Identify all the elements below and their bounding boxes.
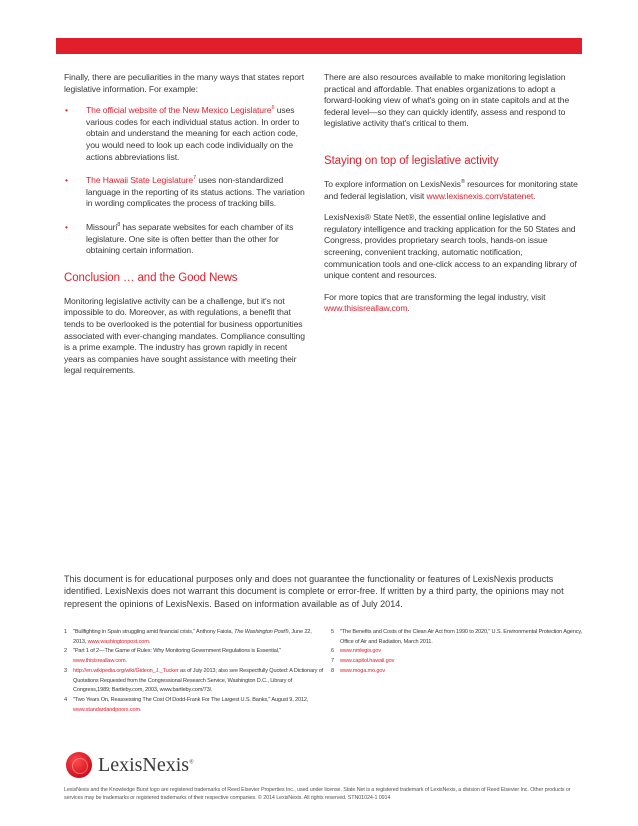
footnote-text: "The Benefits and Costs of the Clean Air Act from 1990 to 2020," U.S. Environmental Protection Agency, Office of Air and Radiation, March 2011. bbox=[340, 629, 582, 645]
footnote-text: "Bullfighting in Spain struggling amid financial crisis," Anthony Faiola, bbox=[73, 629, 235, 635]
list-item bbox=[64, 222, 308, 257]
footnote-link[interactable]: www.capitol.hawaii.gov bbox=[340, 658, 395, 665]
bullet-icon: • bbox=[65, 175, 68, 186]
footnote-text: . bbox=[139, 706, 142, 713]
footnote bbox=[64, 628, 326, 647]
footnotes-left bbox=[64, 628, 326, 715]
footnote-link[interactable]: www.washingtonpost.com bbox=[87, 638, 149, 645]
list-item bbox=[64, 105, 308, 163]
footnote-ref: 6 bbox=[271, 105, 275, 112]
intro-paragraph: Finally, there are peculiarities in the many ways that states report legislative information. For example: bbox=[64, 72, 304, 94]
footnote bbox=[64, 647, 326, 666]
footnote bbox=[331, 657, 583, 667]
header-red-bar bbox=[56, 38, 582, 54]
knowledge-burst-icon bbox=[66, 752, 92, 778]
footnote-number: 4 bbox=[64, 696, 67, 703]
footnote-text: "Two Years On, Reassessing The Cost Of Dodd-Frank For The Largest U.S. Banks," August 9, 2012, bbox=[73, 696, 309, 703]
footnote bbox=[64, 696, 326, 715]
footnote bbox=[331, 628, 583, 647]
period: . bbox=[407, 303, 410, 314]
footnote-text: "Part 1 of 2—The Game of Rules: Why Monitoring Government Regulations is Essential," bbox=[73, 648, 282, 655]
state-net-paragraph: LexisNexis® State Net®, the essential online legislative and regulatory intelligence and tracking application for the 50 States and Congress, provides proprietary search tools, hands-on issue screening, convenient tracking, automatic notification, communication tools and one-click access to an expanding library of unique content and resources. bbox=[324, 212, 577, 281]
footnote bbox=[331, 647, 583, 657]
footnote bbox=[64, 667, 326, 696]
footnote-ref: 8 bbox=[117, 222, 121, 229]
footnote-number: 1 bbox=[64, 629, 67, 635]
list-item-text: uses various codes for each individual status action. In order to obtain and understand the meaning for each action code, you would need to look up each code individually on the actions abbreviations list. bbox=[86, 105, 300, 162]
footnotes-right bbox=[331, 628, 583, 677]
period: . bbox=[533, 190, 536, 201]
disclaimer: This document is for educational purposes only and does not guarantee the functionality or features of LexisNexis products identified. LexisNexis does not warrant this document is complete or error-free. If written by a third party, the opinions may not represent the opinions of LexisNexis. Based on information available as of July 2014. bbox=[64, 574, 564, 609]
left-column bbox=[64, 72, 308, 387]
lexisnexis-logo bbox=[66, 752, 194, 778]
footnote-number: 6 bbox=[331, 648, 334, 655]
state-examples-list bbox=[64, 105, 308, 257]
footnote-text: ®, June 22, 2013, bbox=[73, 629, 312, 645]
footnote-number: 5 bbox=[331, 629, 334, 635]
footnote-link[interactable]: www.moga.mo.gov bbox=[340, 667, 386, 674]
conclusion-heading: Conclusion … and the Good News bbox=[64, 271, 238, 284]
resources-paragraph: There are also resources available to make monitoring legislation practical and affordable. That enables organizations to adopt a forward-looking view of what's going on in state capitols and at the federal level—so they can quickly identify, assess and respond to legislative activity that's critical to them. bbox=[324, 72, 570, 129]
footnote-number: 3 bbox=[64, 667, 67, 674]
footnote-number: 7 bbox=[331, 658, 334, 665]
list-item bbox=[64, 175, 308, 210]
logo-name: LexisNexis bbox=[98, 753, 190, 776]
legal-notice: LexisNexis and the Knowledge Burst logo are registered trademarks of Reed Elsevier Properties Inc., used under license. State Net is a registered trademark of LexisNexis, a division of Reed Elsevier Inc. Other products or services may be trademarks or registered trademarks of their respective companies. © 2014 LexisNexis. All rights reserved. STN01024-1 0914 bbox=[64, 787, 571, 802]
footnote-number: 2 bbox=[64, 648, 67, 655]
thisisreallaw-link[interactable]: www.thisisreallaw.com bbox=[324, 303, 408, 314]
footnote-number: 8 bbox=[331, 667, 334, 674]
registered-mark: ® bbox=[189, 758, 194, 765]
explore-text: To explore information on LexisNexis bbox=[324, 178, 461, 189]
footnote-link[interactable]: www.standardandpoors.com bbox=[73, 706, 140, 713]
conclusion-paragraph: Monitoring legislative activity can be a challenge, but it's not impossible to do. Moreover, as with regulations, a benefit that tends to be overlooked is the potential for business opportunities associated with ever-changing mandates. Compliance consulting is a prime example. The industry has grown rapidly in recent years as companies have sought assistance with meeting their legal requirements. bbox=[64, 295, 305, 376]
list-item-lead: Missouri bbox=[86, 221, 118, 232]
more-topics-paragraph bbox=[324, 292, 580, 315]
explore-text-cont: resources for monitoring state and federal legislation, visit bbox=[324, 178, 578, 201]
explore-paragraph bbox=[324, 179, 580, 202]
footnote-text: . bbox=[125, 658, 127, 665]
footnote bbox=[331, 667, 583, 677]
logo-wordmark bbox=[98, 754, 194, 777]
bullet-icon: • bbox=[65, 105, 68, 116]
right-column bbox=[324, 72, 580, 325]
footnote-text: . bbox=[148, 638, 151, 645]
list-item-text: has separate websites for each chamber of its legislature. One site is often better than the other for obtaining certain information. bbox=[86, 221, 294, 256]
hawaii-link[interactable]: The Hawaii State Legislature bbox=[86, 175, 194, 186]
footnote-link[interactable]: www.nmlegis.gov bbox=[340, 648, 381, 655]
footnote-link[interactable]: http://en.wikipedia.org/wiki/Gideon_J._Tucker bbox=[73, 667, 179, 674]
more-topics-text: For more topics that are transforming the legal industry, visit bbox=[324, 291, 546, 302]
bullet-icon: • bbox=[65, 221, 68, 232]
footnote-text: as of July 2013; also see Respectfully Quoted: A Dictionary of Quotations Requested from the Congressional Research Service, Washington D.C., Library of Congress,1989; Bartleby.com, 2003, www.bartleby.com/73/. bbox=[73, 667, 324, 694]
footnote-italic: The Washington Post bbox=[234, 629, 285, 635]
footnote-link[interactable]: www.thisisreallaw.com bbox=[73, 658, 126, 665]
footnote-ref: 7 bbox=[193, 175, 197, 182]
staying-on-top-heading: Staying on top of legislative activity bbox=[324, 154, 499, 167]
new-mexico-link[interactable]: The official website of the New Mexico Legislature bbox=[86, 105, 272, 116]
statenet-link[interactable]: www.lexisnexis.com/statenet bbox=[426, 190, 534, 201]
registered-mark: ® bbox=[460, 179, 465, 186]
list-item-text: uses non-standardized language in the reporting of its status actions. The variation in wording complicates the process of tracking bills. bbox=[86, 175, 305, 209]
